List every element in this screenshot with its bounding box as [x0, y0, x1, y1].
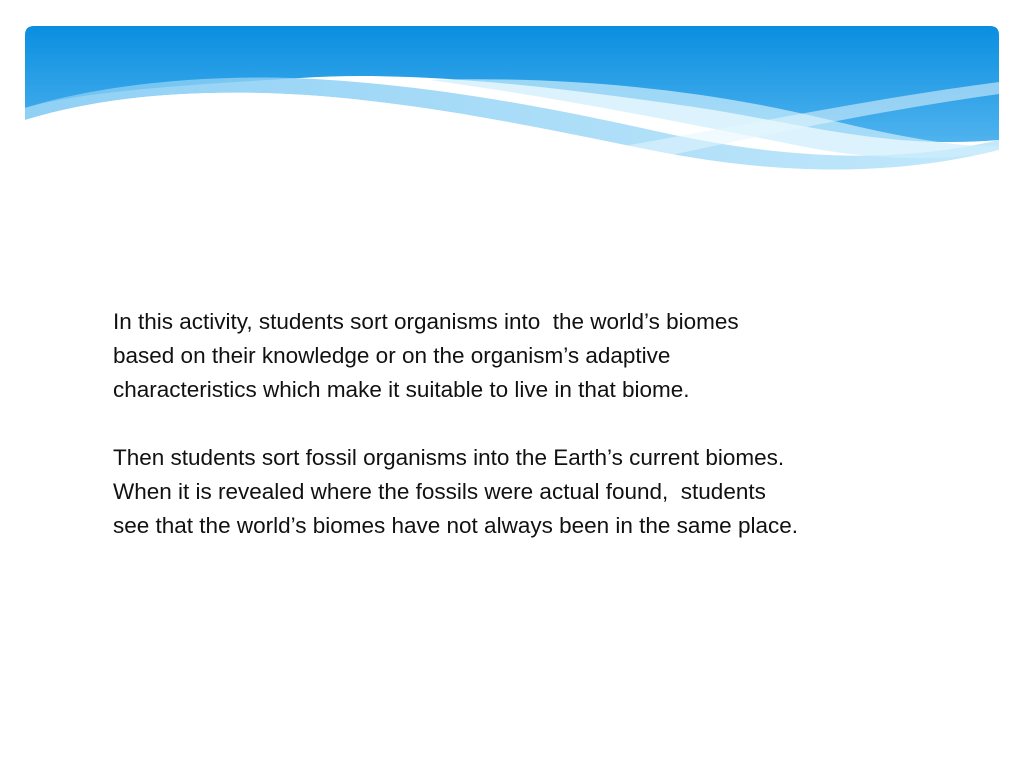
paragraph-1: [113, 305, 973, 407]
paragraph-2-line-1: Then students sort fossil organisms into the Earth’s current biomes.: [113, 445, 785, 470]
paragraph-2-line-2: When it is revealed where the fossils were actual found, students: [113, 479, 766, 504]
paragraph-1-line-1: In this activity, students sort organisms into the world’s biomes: [113, 309, 739, 334]
paragraph-1-line-3: characteristics which make it suitable to live in that biome.: [113, 377, 690, 402]
paragraph-spacer: [113, 407, 973, 441]
paragraph-1-line-2: based on their knowledge or on the organism’s adaptive: [113, 343, 671, 368]
paragraph-2: [113, 441, 973, 543]
paragraph-2-line-3: see that the world’s biomes have not always been in the same place.: [113, 513, 798, 538]
wave-banner: [0, 0, 1024, 190]
slide-body-text: [113, 305, 973, 543]
